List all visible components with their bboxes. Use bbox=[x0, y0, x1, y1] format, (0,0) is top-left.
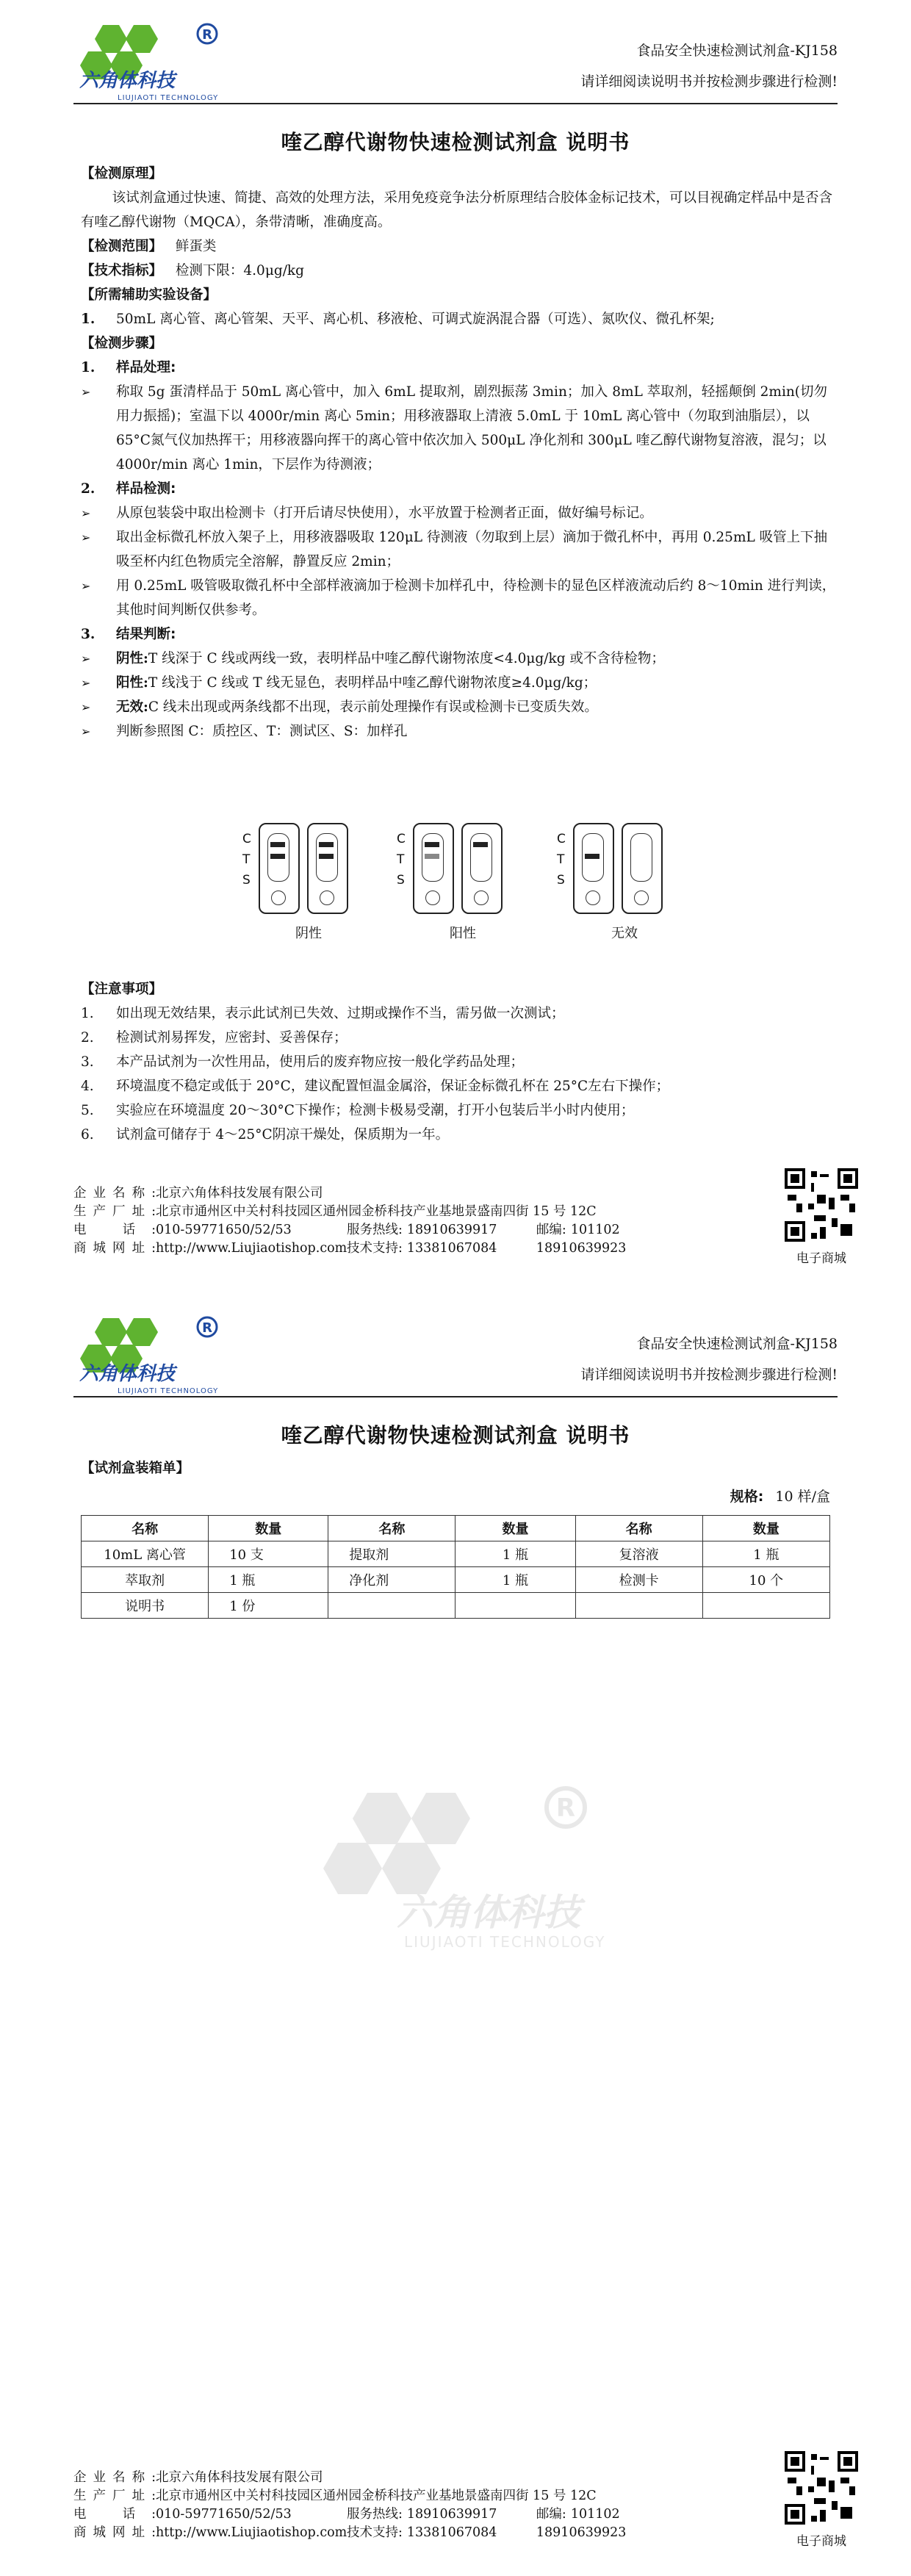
strip-letters-negative: C T S bbox=[242, 832, 251, 888]
notes-heading: 【注意事项】 bbox=[81, 982, 163, 997]
header-right bbox=[580, 1328, 838, 1390]
svg-text:R: R bbox=[555, 1794, 576, 1823]
step-1-text: 称取 5g 蛋清样品于 50mL 离心管中，加入 6mL 提取剂，剧烈振荡 3min；加入 8mL 萃取剂，轻摇颠倒 2min(切勿用力振摇)；室温下以 4000r/min 离心 5min；用移液器取上清液 5.0mL 于 10mL 离心管中（勿取到油脂层），以 65°C氮气仪加热挥干；用移液器向挥干的离心管中依次加入 500μL 净化剂和 300μL 喹乙醇代谢物复溶液，混匀；以 4000r/min 离心 1min，下层作为待测液； bbox=[116, 384, 827, 472]
step-3-label: 结果判断: bbox=[116, 627, 176, 642]
result-negative bbox=[81, 647, 838, 671]
kit-heading: 【试剂盒装箱单】 bbox=[81, 1461, 190, 1476]
step-2-title bbox=[81, 477, 838, 501]
kit-code: 食品安全快速检测试剂盒-KJ158 bbox=[636, 43, 838, 59]
test-card-invalid-2 bbox=[622, 823, 663, 914]
doc-title: 喹乙醇代谢物快速检测试剂盒 说明书 bbox=[281, 130, 630, 154]
qr-code-icon[interactable] bbox=[785, 2451, 858, 2525]
arrow-bullet-icon: ➢ bbox=[81, 724, 91, 738]
strip-letters-invalid: C T S bbox=[557, 832, 566, 888]
kit-heading-block bbox=[81, 1456, 838, 1481]
arrow-bullet-icon: ➢ bbox=[81, 579, 91, 593]
step-3-num: 3. bbox=[81, 627, 96, 642]
table-row: 萃取剂 1 瓶 净化剂 1 瓶 检测卡 10 个 bbox=[82, 1567, 830, 1593]
doc-title: 喹乙醇代谢物快速检测试剂盒 说明书 bbox=[281, 1423, 630, 1447]
arrow-bullet-icon: ➢ bbox=[81, 385, 91, 399]
caption-invalid: 无效 bbox=[611, 926, 638, 941]
equipment-text: 50mL 离心管、离心管架、天平、离心机、移液枪、可调式旋涡混合器（可选）、氮吹仪、微孔杯架; bbox=[116, 312, 715, 327]
tech-value: 检测下限：4.0μg/kg bbox=[175, 263, 304, 278]
qr-code-icon[interactable] bbox=[785, 1168, 858, 1242]
step-1-title bbox=[81, 356, 838, 380]
arrow-bullet-icon: ➢ bbox=[81, 700, 91, 714]
header-rule bbox=[73, 103, 838, 104]
step-2-text-3: 用 0.25mL 吸管吸取微孔杯中全部样液滴加于检测卡加样孔中，待检测卡的显色区样液流动后约 8～10min 进行判读，其他时间判断仅供参考。 bbox=[116, 578, 836, 618]
step-1-label: 样品处理: bbox=[116, 360, 176, 375]
step-1-item bbox=[81, 380, 838, 477]
qr-caption: 电子商城 bbox=[796, 2534, 846, 2549]
header-rule bbox=[73, 1396, 838, 1397]
caption-positive: 阳性 bbox=[450, 926, 476, 941]
result-negative-text: T 线深于 C 线或两线一致，表明样品中喹乙醇代谢物浓度<4.0μg/kg 或不含待检物； bbox=[148, 651, 665, 666]
svg-text:R: R bbox=[202, 1320, 212, 1336]
qr-caption: 电子商城 bbox=[796, 1251, 846, 1266]
footer-page-1: 企业名称: 北京六角体科技发展有限公司 生产厂址: 北京市通州区中关村科技园区通州园金桥科技产业基地景盛南四街 15 号 12C 电 话: 010-59771650/52/53 服务热线: 18910639917 邮编: 101102 商城网址: http://www.Liujiaotishop.com 技术支持: 13381067084 18910639923 bbox=[73, 1186, 627, 1256]
result-reference bbox=[81, 719, 838, 744]
scope-heading: 【检测范围】 bbox=[81, 239, 163, 254]
step-2-item bbox=[81, 501, 838, 525]
note-item: 2. 检测试剂易挥发，应密封、妥善保存； bbox=[81, 1030, 348, 1046]
kit-contents-table bbox=[81, 1515, 830, 1619]
scope-row bbox=[81, 234, 838, 259]
svg-text:六角体科技: 六角体科技 bbox=[79, 70, 176, 92]
svg-text:LIUJIAOTI TECHNOLOGY: LIUJIAOTI TECHNOLOGY bbox=[404, 1933, 606, 1951]
page-2 bbox=[0, 1293, 911, 2576]
svg-text:LIUJIAOTI TECHNOLOGY: LIUJIAOTI TECHNOLOGY bbox=[118, 94, 219, 102]
result-invalid bbox=[81, 695, 838, 719]
svg-text:六角体科技: 六角体科技 bbox=[79, 1363, 176, 1385]
arrow-bullet-icon: ➢ bbox=[81, 652, 91, 666]
steps-heading: 【检测步骤】 bbox=[81, 336, 163, 351]
step-2-item bbox=[81, 525, 838, 574]
result-invalid-label: 无效: bbox=[116, 699, 148, 715]
table-row: 说明书 1 份 bbox=[82, 1593, 830, 1619]
test-card-positive-1 bbox=[413, 823, 454, 914]
step-2-text-1: 从原包装袋中取出检测卡（打开后请尽快使用），水平放置于检测者正面，做好编号标记。 bbox=[116, 506, 653, 521]
principle-heading: 【检测原理】 bbox=[81, 166, 163, 181]
strip-letters-positive: C T S bbox=[397, 832, 406, 888]
test-card-negative-2 bbox=[307, 823, 348, 914]
note-item: 1. 如出现无效结果，表示此试剂已失效、过期或操作不当，需另做一次测试； bbox=[81, 1006, 565, 1021]
note-item: 5. 实验应在环境温度 20～30°C下操作；检测卡极易受潮，打开小包装后半小时内使用； bbox=[81, 1103, 635, 1118]
step-3-title bbox=[81, 622, 838, 647]
equipment-item bbox=[81, 307, 838, 331]
arrow-bullet-icon: ➢ bbox=[81, 506, 91, 520]
header-right bbox=[580, 35, 838, 97]
step-2-item bbox=[81, 574, 838, 622]
scope-value: 鲜蛋类 bbox=[175, 239, 217, 254]
kit-specs: 规格: 10 样/盒 bbox=[730, 1489, 830, 1505]
step-1-num: 1. bbox=[81, 360, 96, 375]
equipment-num: 1. bbox=[81, 312, 96, 327]
equipment-heading: 【所需辅助实验设备】 bbox=[81, 287, 217, 303]
result-positive-label: 阳性: bbox=[116, 675, 148, 691]
test-card-invalid-1 bbox=[573, 823, 614, 914]
notes-section bbox=[81, 977, 838, 1147]
caption-negative: 阴性 bbox=[295, 926, 322, 941]
test-card-negative-1 bbox=[259, 823, 300, 914]
arrow-bullet-icon: ➢ bbox=[81, 676, 91, 690]
tech-row bbox=[81, 259, 838, 283]
note-item: 6. 试剂盒可储存于 4～25°C阴凉干燥处，保质期为一年。 bbox=[81, 1127, 450, 1143]
step-2-num: 2. bbox=[81, 481, 96, 497]
reading-notice: 请详细阅读说明书并按检测步骤进行检测! bbox=[580, 73, 838, 90]
result-positive bbox=[81, 671, 838, 695]
arrow-bullet-icon: ➢ bbox=[81, 530, 91, 544]
step-2-text-2: 取出金标微孔杯放入架子上，用移液器吸取 120μL 待测液（勿取到上层）滴加于微孔杯中，再用 0.25mL 吸管上下抽吸至杯内红色物质完全溶解，静置反应 2min； bbox=[116, 530, 828, 569]
result-invalid-text: C 线未出现或两条线都不出现，表示前处理操作有误或检测卡已变质失效。 bbox=[148, 699, 598, 715]
logo-watermark bbox=[309, 1778, 617, 1954]
step-2-label: 样品检测: bbox=[116, 481, 176, 497]
result-diagram bbox=[0, 816, 911, 963]
content-page-1 bbox=[81, 162, 838, 744]
svg-text:R: R bbox=[202, 27, 212, 43]
svg-text:LIUJIAOTI TECHNOLOGY: LIUJIAOTI TECHNOLOGY bbox=[118, 1387, 219, 1395]
result-reference-text: 判断参照图 C：质控区、T：测试区、S：加样孔 bbox=[116, 724, 408, 739]
table-row: 10mL 离心管 10 支 提取剂 1 瓶 复溶液 1 瓶 bbox=[82, 1541, 830, 1567]
result-negative-label: 阴性: bbox=[116, 651, 148, 666]
note-item: 3. 本产品试剂为一次性用品，使用后的废弃物应按一般化学药品处理； bbox=[81, 1054, 525, 1070]
test-card-positive-2 bbox=[461, 823, 503, 914]
company-logo bbox=[73, 19, 228, 107]
kit-code: 食品安全快速检测试剂盒-KJ158 bbox=[636, 1336, 838, 1352]
note-item: 4. 环境温度不稳定或低于 20°C，建议配置恒温金属浴，保证金标微孔杯在 25°C左右下操作； bbox=[81, 1079, 670, 1094]
reading-notice: 请详细阅读说明书并按检测步骤进行检测! bbox=[580, 1367, 838, 1383]
table-header-row: 名称 数量 名称 数量 名称 数量 bbox=[82, 1516, 830, 1541]
tech-heading: 【技术指标】 bbox=[81, 263, 163, 278]
principle-text: 该试剂盒通过快速、简捷、高效的处理方法，采用免疫竞争法分析原理结合胶体金标记技术，可以目视确定样品中是否含有喹乙醇代谢物（MQCA），条带清晰，准确度高。 bbox=[81, 190, 833, 230]
result-positive-text: T 线浅于 C 线或 T 线无显色，表明样品中喹乙醇代谢物浓度≥4.0μg/kg； bbox=[148, 675, 597, 691]
footer-page-2: 企业名称: 北京六角体科技发展有限公司 生产厂址: 北京市通州区中关村科技园区通州园金桥科技产业基地景盛南四街 15 号 12C 电 话: 010-59771650/52/53 服务热线: 18910639917 邮编: 101102 商城网址: http://www.Liujiaotishop.com 技术支持: 13381067084 18910639923 bbox=[73, 2470, 627, 2540]
company-logo bbox=[73, 1312, 228, 1400]
svg-text:六角体科技: 六角体科技 bbox=[397, 1891, 580, 1934]
